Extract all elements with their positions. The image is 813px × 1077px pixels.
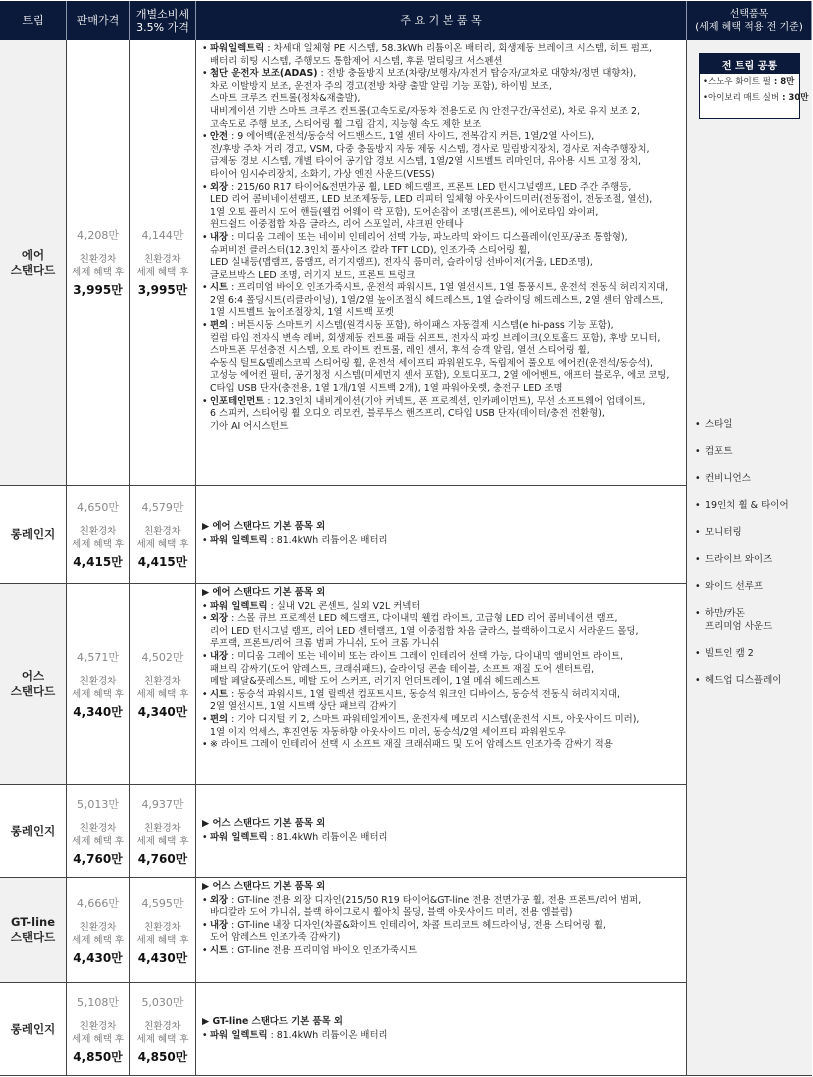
benefit-label: 친환경차	[79, 822, 117, 834]
original-price: 4,502만	[141, 650, 184, 664]
feature-item	[202, 613, 686, 651]
original-price: 4,595만	[141, 896, 184, 910]
original-price: 4,666만	[76, 896, 120, 910]
feature-category: 첨단 운전자 보조(ADAS)	[210, 68, 318, 80]
feature-base-heading: ▶ 에어 스탠다드 기본 품목 외	[202, 521, 326, 533]
feature-item	[202, 182, 686, 232]
benefit-label: 세제 혜택 후	[136, 267, 189, 278]
feature-text: : 실내 V2L 콘센트, 실외 V2L 커넥터	[267, 600, 421, 612]
original-price: 4,571만	[76, 650, 120, 664]
benefit-label: 세제 혜택 후	[136, 934, 189, 946]
feature-category: 안전	[210, 131, 229, 143]
feature-category: 편의	[210, 713, 229, 725]
feature-category: 파워 일렉트릭	[210, 600, 268, 612]
feature-base-heading: ▶ 어스 스탠다드 기본 품목 외	[202, 881, 326, 892]
feature-item	[202, 43, 686, 68]
benefit-label: 친환경차	[79, 254, 117, 265]
price-cell	[67, 785, 130, 878]
feature-item	[202, 131, 686, 181]
price-cell	[67, 983, 130, 1076]
feature-text: : 버튼시동 스마트키 시스템(원격시동 포함), 하이패스 자동결제 시스템(e hi-pass 기능 포함), 컬럼 타입 전자식 변속 레버, 회생제동 컨트롤 패들 쉬프트, 전자식 파킹 브레이크(오토홀드 포함), 후방 모니터, 스마트폰 무선충전 시스템, 오토 라이트 컨트롤, 레인 센서, 후석 승객 알림, 열선 스티어링 휠, 수동식 틸트&텔레스코픽 스티어링 휠, 운전석 세이프티 파워윈도우, 독립제어 풀오토 에어컨(운전석/동승석), 고성능 에어컨 필터, 공기청정 시스템(미세먼지 센서 포함), 오토디포그, 2열 에어벤트, 애프터 블로우, 에코 코팅, C타입 USB 단자(충전용, 1열 1개/1열 시트백 2개), 1열 파워아웃렛, 충전구 LED 조명	[210, 320, 670, 395]
trim-name: 에어 스탠다드	[0, 40, 67, 486]
price-cell	[67, 486, 130, 584]
option-item: • 빌트인 캠 2	[693, 647, 805, 660]
feature-item	[202, 535, 686, 548]
header-features: 주 요 기 본 품 목	[196, 1, 687, 40]
trim-name: 롱레인지	[0, 983, 67, 1076]
feature-category: 인포테인먼트	[210, 395, 265, 407]
original-price: 5,030만	[141, 995, 184, 1009]
feature-cell	[196, 40, 687, 486]
feature-text: : 동승석 파워시트, 1열 릴렉션 컴포트시트, 동승석 워크인 디바이스, 동승석 전동식 허리지지대, 2열 열선시트, 1열 시트백 상단 패브릭 감싸기	[210, 688, 621, 713]
feature-cell	[196, 983, 687, 1076]
benefit-label: 친환경차	[144, 675, 181, 687]
option-item: • 와이드 선루프	[693, 580, 805, 593]
original-price: 4,144만	[141, 229, 184, 242]
header-options: 선택품목 (세제 혜택 적용 전 기준)	[687, 1, 812, 40]
common-option-name: •아이보리 매트 실버	[703, 93, 780, 103]
feature-item	[202, 396, 686, 434]
benefit-label: 세제 혜택 후	[72, 835, 124, 847]
feature-text: : GT-line 전용 외장 디자인(215/50 R19 타이어&GT-line 전용 전면가공 휠, 전용 프론트/리어 범퍼, 바디칼라 도어 가니쉬, 블랙 하이그로시 휠아치 몰딩, 블랙 아웃사이드 미러, 전용 엠블럼)	[210, 894, 642, 919]
feature-cell	[196, 878, 687, 983]
price-cell	[67, 584, 130, 785]
feature-item	[202, 651, 686, 689]
final-price: 4,760만	[73, 851, 123, 866]
price-cell	[67, 878, 130, 983]
feature-item	[202, 945, 686, 958]
final-price: 4,430만	[137, 950, 188, 965]
feature-category: 내장	[210, 650, 229, 662]
final-price: 4,850만	[73, 1049, 123, 1064]
feature-item	[202, 68, 686, 131]
feature-list	[202, 818, 686, 844]
feature-text: : 9 에어백(운전석/동승석 어드밴스드, 1열 센터 사이드, 전복감지 커튼, 1열/2열 사이드), 전/후방 주차 거리 경고, VSM, 다중 충돌방지 자동 제동 시스템, 경사로 밀림방지장치, 경사로 저속주행장치, 급제동 경보 시스템, 개별 타이어 공기압 경보 시스템, 1열/2열 시트벨트 리마인더, 유아용 시트 고정 장치, 타이어 임시수리장치, 소화기, 가상 엔진 사운드(VESS)	[210, 131, 650, 180]
feature-category: 외장	[210, 181, 229, 193]
common-option-name: •스노우 화이트 펄	[703, 77, 771, 87]
original-price: 4,579만	[141, 501, 184, 514]
final-price: 4,850만	[137, 1049, 188, 1064]
final-price: 4,415만	[73, 555, 123, 569]
benefit-label: 친환경차	[79, 1020, 117, 1032]
benefit-label: 친환경차	[79, 526, 117, 537]
feature-item	[202, 232, 686, 282]
common-option-price: : 30만	[779, 93, 809, 103]
final-price: 3,995만	[137, 283, 188, 297]
feature-text: : 215/60 R17 타이어&전면가공 휠, LED 헤드램프, 프론트 LED 턴시그널램프, LED 주간 주행등, LED 리어 콤비네이션램프, LED 보조제동등, LED 리피터 일체형 아웃사이드미러(전동접이, 전동조절, 열선), 1열 오토 플러시 도어 핸들(웰컴 어웨이 락 포함), 도어손잡이 조명(프론트), 에어로타입 와이퍼, 윈드쉴드 이중접합 차음 글라스, 리어 스포일러, 샤크핀 안테나	[210, 181, 653, 231]
feature-list	[202, 43, 686, 433]
feature-text: : 미디움 그레이 또는 네이비 또는 라이트 그레이 인테리어 선택 가능, 다이내믹 앰비언트 라이트, 패브릭 감싸기(도어 암레스트, 크래쉬패드), 슬라이딩 콘솔 테이블, 소프트 재질 도어 센터트림, 메탈 페달&풋레스트, 메탈 도어 스커프, 러기지 언더트레이, 1열 메쉬 헤드레스트	[210, 650, 624, 688]
final-price: 4,415만	[137, 555, 188, 569]
feature-text: : GT-line 전용 프리미엄 바이오 인조가죽시트	[228, 944, 418, 956]
feature-text: : 81.4kWh 리튬이온 배터리	[267, 1029, 388, 1041]
option-item: • 컴포트	[693, 445, 805, 458]
feature-item	[202, 282, 686, 320]
tax-price-cell	[130, 40, 196, 486]
tax-price-cell	[130, 878, 196, 983]
feature-cell	[196, 486, 687, 584]
common-options-title: 전 트림 공통	[700, 54, 799, 74]
tax-price-cell	[130, 983, 196, 1076]
feature-category: 파워 일렉트릭	[210, 535, 268, 546]
feature-text: : 프리미엄 바이오 인조가죽시트, 운전석 파워시트, 1열 열선시트, 1열 통풍시트, 운전석 전동식 허리지지대, 2열 6:4 폴딩시트(리클라이닝), 1열/2열 높이조절식 헤드레스트, 1열 슬라이딩 헤드레스트, 2열 센터 암레스트, 1열 시트벨트 높이조절장치, 1열 시트백 포켓	[210, 282, 669, 319]
feature-text: : 기아 디지털 키 2, 스마트 파워테일게이트, 운전자세 메모리 시스템(운전석 시트, 아웃사이드 미러), 1열 이지 억세스, 후진연동 자동하향 아웃사이드 미러, 동승석/2열 세이프티 파워윈도우	[210, 713, 640, 738]
benefit-label: 친환경차	[144, 1020, 181, 1032]
benefit-label: 친환경차	[144, 822, 181, 834]
feature-category: 시트	[210, 688, 229, 700]
feature-category: 시트	[210, 944, 229, 956]
benefit-label: 세제 혜택 후	[136, 835, 189, 847]
original-price: 5,013만	[76, 797, 120, 811]
feature-category: 편의	[210, 320, 229, 332]
option-item: • 모니터링	[693, 526, 805, 539]
trim-name: GT-line 스탠다드	[0, 878, 67, 983]
option-item: • 컨비니언스	[693, 472, 805, 485]
final-price: 3,995만	[73, 283, 123, 297]
original-price: 4,937만	[141, 797, 184, 811]
feature-base-heading: ▶ 어스 스탠다드 기본 품목 외	[202, 817, 326, 829]
feature-category: 파워 일렉트릭	[210, 1029, 268, 1041]
header-price: 판매가격	[67, 1, 130, 40]
feature-category: 파워일렉트릭	[210, 43, 265, 54]
tax-price-cell	[130, 785, 196, 878]
feature-text: : 전방 충돌방지 보조(차량/보행자/자전거 탑승자/교차로 대향차/정면 대향차), 차로 이탈방지 보조, 운전자 주의 경고(전방 차량 출발 알림 기능 포함), 하이빔 보조, 스마트 크루즈 컨트롤(정차&재출발), 내비게이션 기반 스마트 크루즈 컨트롤(고속도로/자동차 전용도로 內 안전구간/곡선로), 차로 유지 보조 2, 고속도로 주행 보조, 스티어링 휠 그립 감지, 지능형 속도 제한 보조	[210, 68, 640, 130]
option-item: • 19인치 휠 & 타이어	[693, 499, 805, 512]
header-trim: 트림	[0, 1, 67, 40]
benefit-label: 세제 혜택 후	[72, 539, 124, 550]
tax-price-cell	[130, 486, 196, 584]
feature-text: : 미디움 그레이 또는 네이비 인테리어 선택 가능, 파노라믹 와이드 디스플레이(인포/공조 통합형), 슈퍼비전 클러스터(12.3인치 풀사이즈 칼라 TFT LCD), 인조가죽 스티어링 휠, LED 실내등(맵램프, 룸램프, 러기지램프), 전자식 룸미러, 슬라이딩 선바이저(거울, LED조명), 글로브박스 LED 조명, 러기지 보드, 프론트 트렁크	[210, 231, 628, 281]
option-item: • 스타일	[693, 418, 805, 431]
option-item: • 하만/카돈 프리미엄 사운드	[693, 607, 805, 633]
trim-name: 어스 스탠다드	[0, 584, 67, 785]
feature-item	[202, 689, 686, 714]
feature-category: 외장	[210, 894, 229, 906]
final-price: 4,340만	[137, 704, 188, 719]
feature-cell	[196, 785, 687, 878]
header-tax-price: 개별소비세 3.5% 가격	[130, 1, 196, 40]
benefit-label: 세제 혜택 후	[72, 1033, 124, 1045]
common-option-price: : 8만	[770, 77, 795, 87]
feature-list	[202, 587, 686, 752]
feature-text: : 81.4kWh 리튬이온 배터리	[267, 831, 388, 843]
benefit-label: 세제 혜택 후	[72, 267, 124, 278]
final-price: 4,760만	[137, 851, 188, 866]
common-options-box	[699, 53, 809, 119]
benefit-label: 세제 혜택 후	[136, 1033, 189, 1045]
feature-item	[202, 1030, 686, 1043]
feature-text: : 스몰 큐브 프로젝션 LED 헤드램프, 다이내믹 웰컴 라이트, 고급형 LED 리어 콤비네이션 램프, 리어 LED 턴시그널 램프, 리어 LED 센터램프, 1열 이중접합 차음 글라스, 블랙하이그로시 서라운드 몰딩, 루프랙, 프론트/리어 크롬 범퍼 가니쉬, 도어 크롬 가니쉬	[210, 613, 639, 650]
feature-category: 내장	[210, 919, 229, 931]
feature-text: : 81.4kWh 리튬이온 배터리	[267, 535, 388, 546]
trim-name: 롱레인지	[0, 486, 67, 584]
benefit-label: 친환경차	[144, 921, 181, 933]
feature-category: 파워 일렉트릭	[210, 831, 268, 843]
benefit-label: 친환경차	[79, 675, 117, 687]
feature-item	[202, 920, 686, 945]
feature-category: 시트	[210, 282, 229, 294]
common-option-item	[700, 74, 799, 90]
common-option-item	[700, 90, 809, 106]
price-cell	[67, 40, 130, 486]
final-price: 4,430만	[73, 950, 123, 965]
feature-base-heading: ▶ 에어 스탠다드 기본 품목 외	[202, 587, 326, 598]
option-list	[693, 418, 805, 701]
benefit-label: 친환경차	[79, 921, 117, 933]
feature-note: • ※ 라이트 그레이 인테리어 선택 시 소프트 재질 크래쉬패드 및 도어 암레스트 인조가죽 감싸기 적용	[202, 739, 686, 752]
trim-name: 롱레인지	[0, 785, 67, 878]
feature-cell	[196, 584, 687, 785]
feature-item	[202, 895, 686, 920]
original-price: 5,108만	[76, 995, 120, 1009]
feature-item	[202, 320, 686, 396]
final-price: 4,340만	[73, 704, 123, 719]
feature-item	[202, 601, 686, 614]
tax-price-cell	[130, 584, 196, 785]
feature-text: : 12.3인치 내비게이션(기아 커넥트, 폰 프로젝션, 인카페이먼트), 무선 소프트웨어 업데이트, 6 스피커, 스티어링 휠 오디오 리모컨, 블루투스 핸즈프리, C타입 USB 단자(데이터/충전 전환형), 기아 AI 어시스턴트	[210, 395, 646, 432]
benefit-label: 세제 혜택 후	[136, 539, 189, 550]
option-item: • 헤드업 디스플레이	[693, 674, 805, 687]
feature-item	[202, 714, 686, 739]
benefit-label: 세제 혜택 후	[72, 688, 124, 700]
feature-text: : 차세대 일체형 PE 시스템, 58.3kWh 리튬이온 배터리, 회생제동 브레이크 시스템, 히트 펌프, 배터리 히팅 시스템, 주행모드 통합제어 시스템, 후륜 멀티링크 서스펜션	[210, 43, 653, 67]
original-price: 4,650만	[76, 501, 120, 514]
feature-category: 외장	[210, 613, 229, 625]
feature-list	[202, 1016, 686, 1042]
feature-list	[202, 521, 686, 547]
original-price: 4,208만	[76, 229, 120, 242]
benefit-label: 친환경차	[144, 526, 181, 537]
feature-list	[202, 881, 686, 958]
feature-text: : GT-line 내장 디자인(차콜&화이트 인테리어, 차콜 트리코트 헤드라이닝, 전용 스티어링 휠, 도어 암레스트 인조가죽 감싸기)	[210, 919, 606, 944]
benefit-label: 세제 혜택 후	[136, 688, 189, 700]
benefit-label: 친환경차	[144, 254, 181, 265]
feature-item	[202, 832, 686, 845]
feature-base-heading: ▶ GT-line 스탠다드 기본 품목 외	[202, 1015, 343, 1027]
option-item: • 드라이브 와이즈	[693, 553, 805, 566]
benefit-label: 세제 혜택 후	[72, 934, 124, 946]
feature-category: 내장	[210, 231, 229, 243]
